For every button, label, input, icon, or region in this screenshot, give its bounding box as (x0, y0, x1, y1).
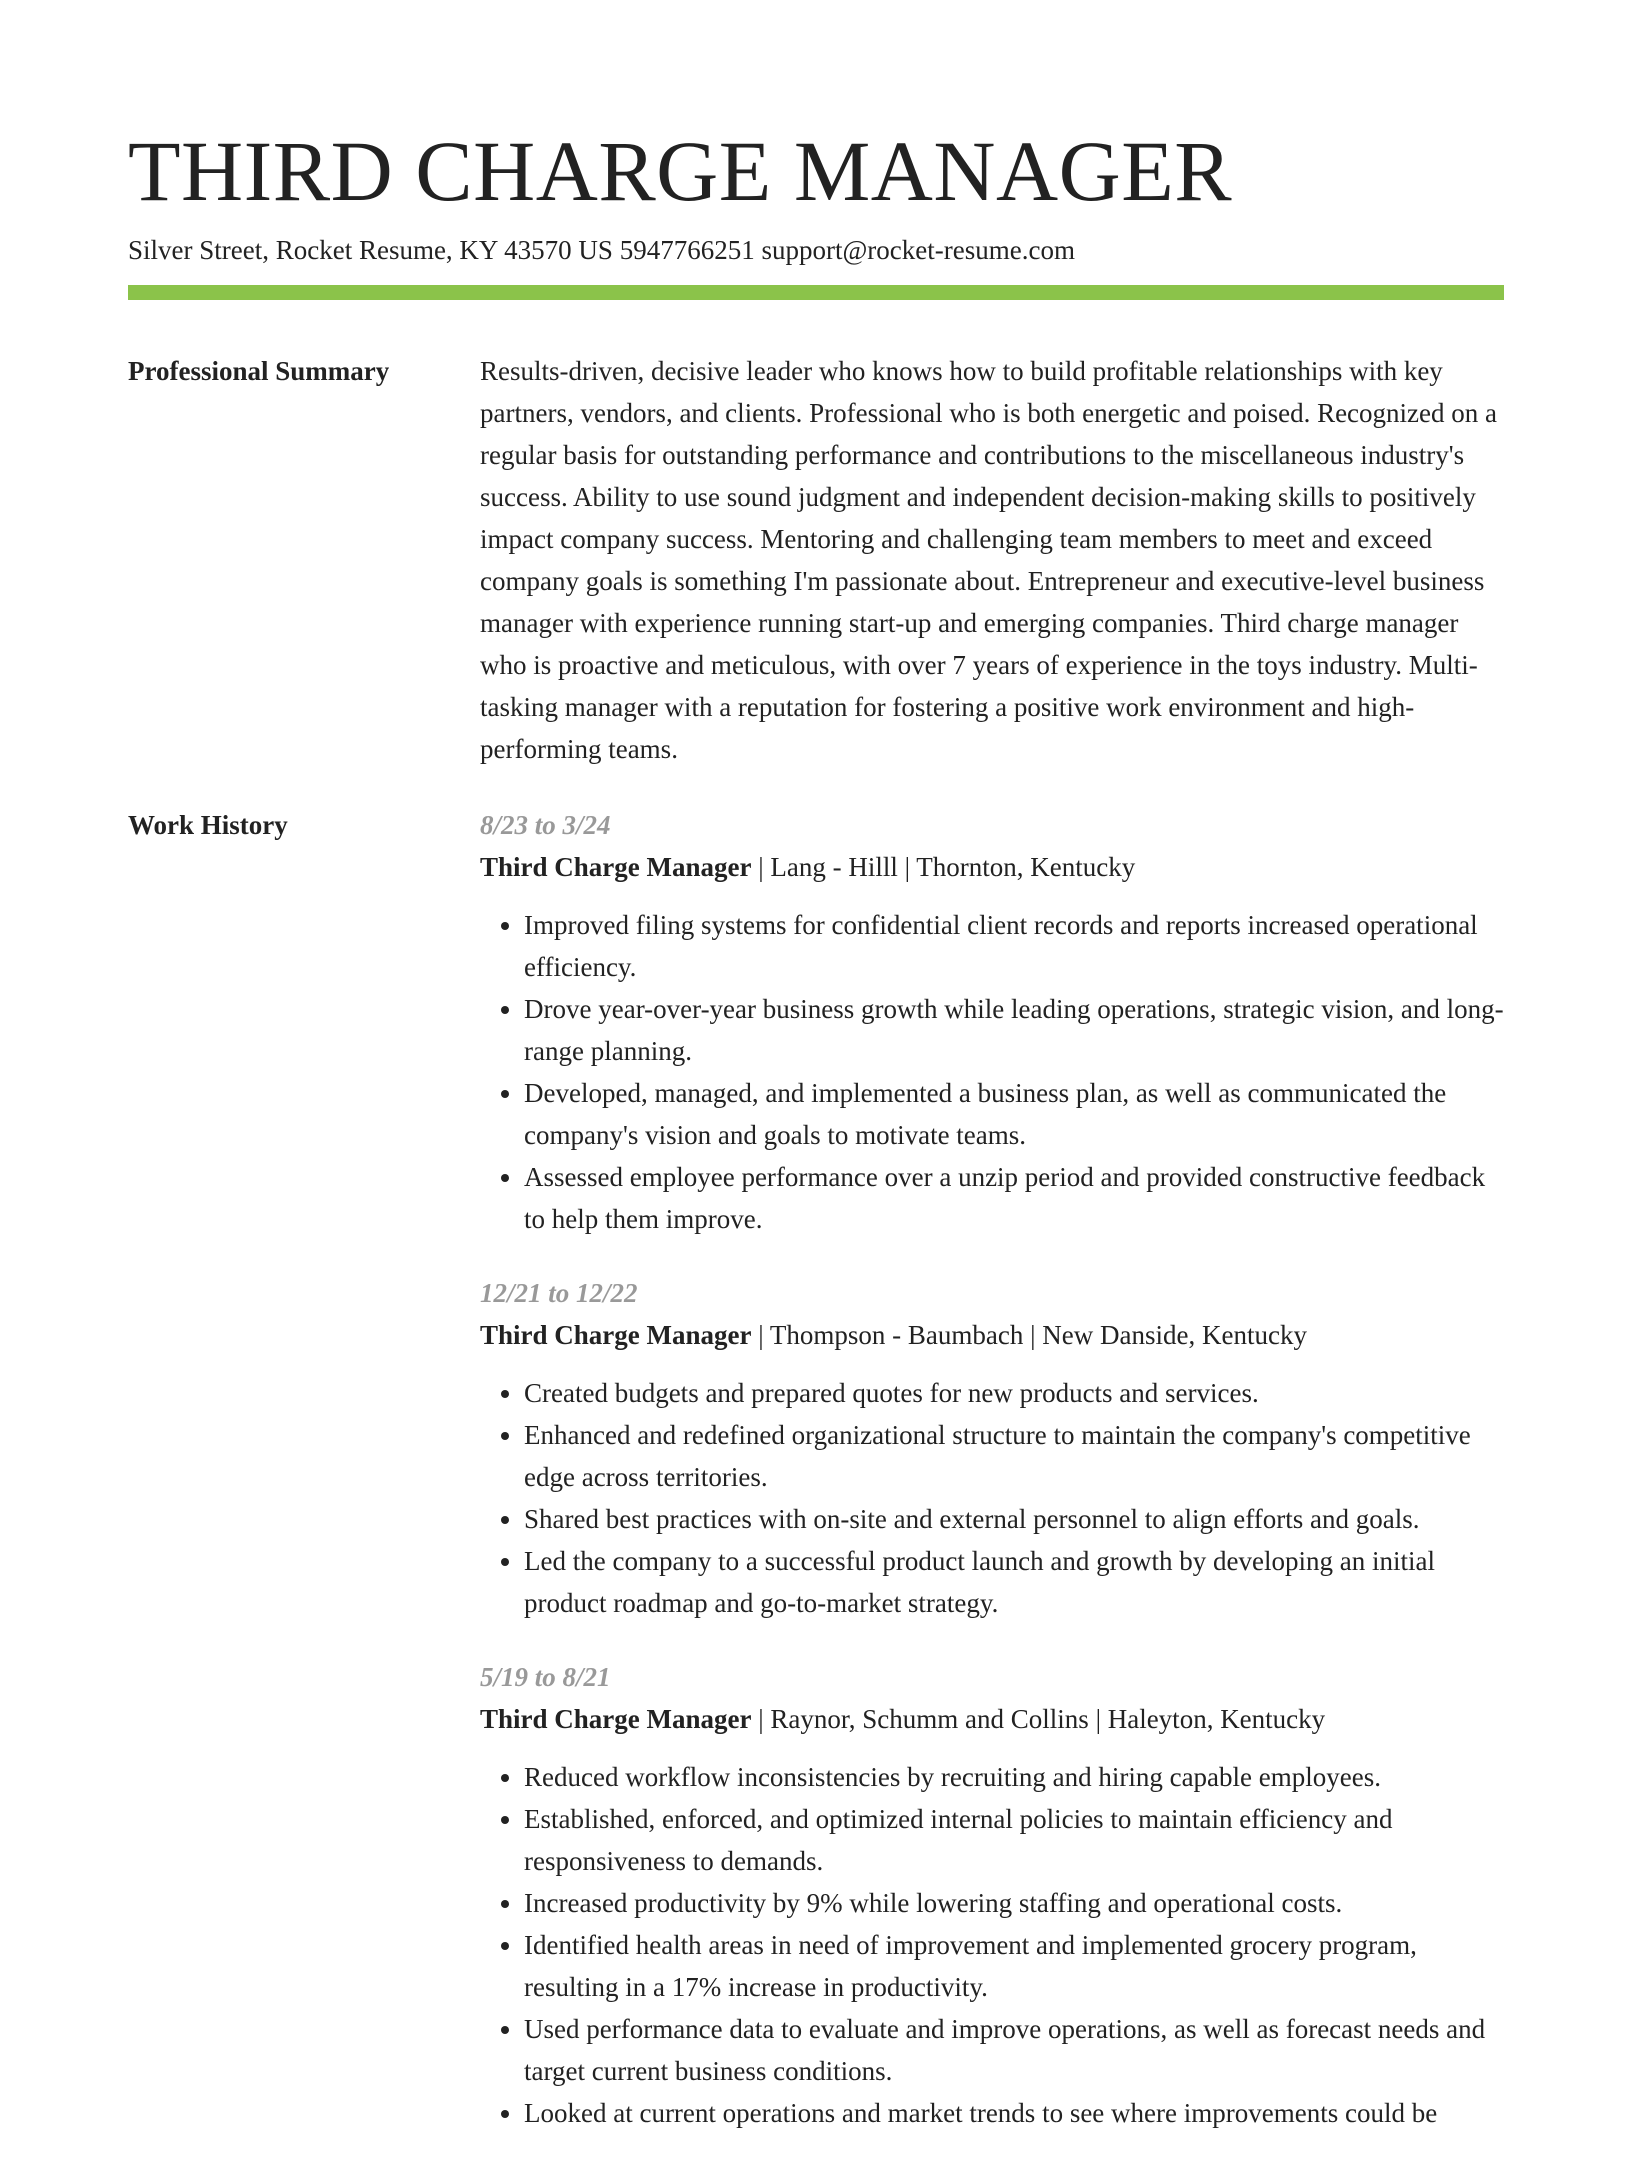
job-dates: 5/19 to 8/21 (480, 1662, 611, 1692)
job-title: Third Charge Manager (480, 1704, 752, 1734)
summary-body (480, 350, 1504, 770)
separator: | (897, 852, 917, 882)
job-company: Lang - Hilll (770, 852, 898, 882)
job-title-line (480, 846, 1504, 888)
job-title: Third Charge Manager (480, 1320, 752, 1350)
separator: | (751, 1704, 771, 1734)
job-bullet: • Enhanced and redefined organizational structure to maintain the company's competitive edge across territories. (524, 1414, 1504, 1498)
job-bullet: • Created budgets and prepared quotes for new products and services. (524, 1372, 1504, 1414)
job-bullet: • Increased productivity by 9% while lowering staffing and operational costs. (524, 1882, 1504, 1924)
summary-section (128, 350, 1504, 770)
job-company: Thompson - Baumbach (769, 1320, 1024, 1350)
job-title-line (480, 1314, 1504, 1356)
work-history-body (480, 804, 1504, 2166)
separator: | (1088, 1704, 1108, 1734)
job-entry (480, 1656, 1504, 2134)
job-bullet: • Established, enforced, and optimized internal policies to maintain efficiency and responsiveness to demands. (524, 1798, 1504, 1882)
job-bullet: • Drove year-over-year business growth while leading operations, strategic vision, and long-range planning. (524, 988, 1504, 1072)
job-bullet-list (480, 1372, 1504, 1624)
header-divider (128, 285, 1504, 300)
job-bullet: • Shared best practices with on-site and external personnel to align efforts and goals. (524, 1498, 1504, 1540)
job-bullet: • Reduced workflow inconsistencies by recruiting and hiring capable employees. (524, 1756, 1504, 1798)
job-bullet: • Developed, managed, and implemented a business plan, as well as communicated the company's vision and goals to motivate teams. (524, 1072, 1504, 1156)
work-history-section (128, 804, 1504, 2166)
job-bullet-list (480, 1756, 1504, 2134)
job-company: Raynor, Schumm and Collins (770, 1704, 1089, 1734)
job-dates: 12/21 to 12/22 (480, 1278, 638, 1308)
work-history-heading: Work History (128, 810, 288, 840)
job-dates: 8/23 to 3/24 (480, 810, 611, 840)
job-entry (480, 1272, 1504, 1624)
job-title: Third Charge Manager (480, 852, 752, 882)
job-bullet: • Assessed employee performance over a unzip period and provided constructive feedback to help them improve. (524, 1156, 1504, 1240)
candidate-name: THIRD CHARGE MANAGER (128, 123, 1233, 219)
summary-text: Results-driven, decisive leader who knows how to build profitable relationships with key partners, vendors, and clients. Professional who is both energetic and poised. Recognized on a regular basis for outstanding performance and contributions to the miscellaneous industry's success. Ability to use sound judgment and independent decision-making skills to positively impact company success. Mentoring and challenging team members to meet and exceed company goals is something I'm passionate about. Entrepreneur and executive-level business manager with experience running start-up and emerging companies. Third charge manager who is proactive and meticulous, with over 7 years of experience in the toys industry. Multi-tasking manager with a reputation for fostering a positive work environment and high-performing teams. (480, 356, 1497, 764)
separator: | (751, 852, 771, 882)
contact-line: Silver Street, Rocket Resume, KY 43570 US 5947766251 support@rocket-resume.com (128, 235, 1075, 265)
job-bullet: • Led the company to a successful product launch and growth by developing an initial product roadmap and go-to-market strategy. (524, 1540, 1504, 1624)
job-entry (480, 804, 1504, 1240)
job-location: New Danside, Kentucky (1042, 1320, 1307, 1350)
job-location: Thornton, Kentucky (916, 852, 1136, 882)
job-bullet: • Looked at current operations and market trends to see where improvements could be (524, 2092, 1504, 2134)
job-bullet: • Improved filing systems for confidential client records and reports increased operational efficiency. (524, 904, 1504, 988)
job-bullet: • Used performance data to evaluate and improve operations, as well as forecast needs and target current business conditions. (524, 2008, 1504, 2092)
job-bullet-list (480, 904, 1504, 1240)
summary-heading: Professional Summary (128, 356, 390, 386)
separator: | (751, 1320, 770, 1350)
job-title-line (480, 1698, 1504, 1740)
job-location: Haleyton, Kentucky (1107, 1704, 1326, 1734)
resume-page (128, 0, 1504, 2166)
job-bullet: • Identified health areas in need of improvement and implemented grocery program, resulting in a 17% increase in productivity. (524, 1924, 1504, 2008)
separator: | (1023, 1320, 1043, 1350)
